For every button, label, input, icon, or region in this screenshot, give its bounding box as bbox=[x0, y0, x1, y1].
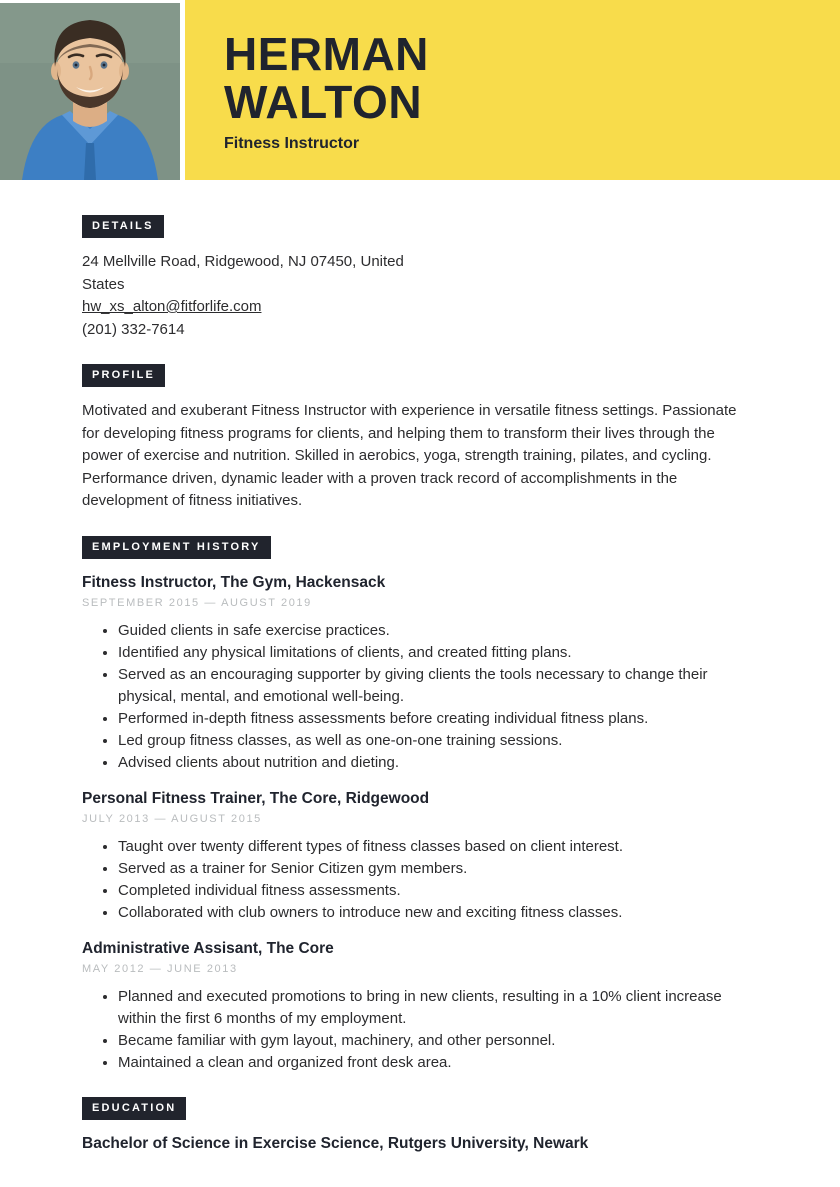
job-dates: JULY 2013 — AUGUST 2015 bbox=[82, 812, 262, 825]
portrait-illustration bbox=[0, 3, 180, 180]
candidate-job-title: Fitness Instructor bbox=[224, 135, 360, 152]
education-section bbox=[82, 1097, 758, 1154]
resume-body bbox=[0, 215, 840, 1154]
education-body bbox=[82, 1133, 758, 1154]
address-line-2: States bbox=[82, 275, 125, 293]
job-bullet: • Maintained a clean and organized front desk area. bbox=[118, 1052, 758, 1074]
job-bullet: • Served as an encouraging supporter by giving clients the tools necessary to change their physical, mental, and emotional well-being. bbox=[118, 664, 758, 708]
job-bullet: • Performed in-depth fitness assessments before creating individual fitness plans. bbox=[118, 708, 758, 730]
profile-photo bbox=[0, 3, 180, 180]
job-bullet: • Completed individual fitness assessments. bbox=[118, 880, 758, 902]
employment-history-section bbox=[82, 536, 758, 1074]
job-bullet: • Taught over twenty different types of fitness classes based on client interest. bbox=[118, 836, 758, 858]
job-entry-personal-fitness-trainer bbox=[82, 788, 758, 924]
job-bullet-list bbox=[82, 986, 758, 1074]
job-bullet: • Advised clients about nutrition and dieting. bbox=[118, 752, 758, 774]
job-dates: SEPTEMBER 2015 — AUGUST 2019 bbox=[82, 596, 312, 609]
address-line-1: 24 Mellville Road, Ridgewood, NJ 07450, United bbox=[82, 253, 404, 270]
job-bullet: • Led group fitness classes, as well as one-on-one training sessions. bbox=[118, 730, 758, 752]
job-bullet: • Served as a trainer for Senior Citizen gym members. bbox=[118, 858, 758, 880]
profile-summary: Motivated and exuberant Fitness Instructor with experience in versatile fitness settings. Passionate for developing fitness programs for clients, and helping them to transform their lives through the power of exercise and nutrition. Skilled in aerobics, yoga, strength training, pilates, and cycling. Performance driven, dynamic leader with a proven track record of accomplishments in the development of fitness initiatives. bbox=[82, 402, 737, 509]
job-bullet-list bbox=[82, 836, 758, 924]
job-bullet: • Planned and executed promotions to bring in new clients, resulting in a 10% client increase within the first 6 months of my employment. bbox=[118, 986, 758, 1030]
header-band bbox=[185, 0, 840, 180]
job-title: Fitness Instructor, The Gym, Hackensack bbox=[82, 573, 386, 591]
employment-history-body bbox=[82, 572, 758, 1074]
details-section bbox=[82, 215, 758, 341]
details-badge: DETAILS bbox=[82, 215, 164, 238]
candidate-name-line2: WALTON bbox=[224, 76, 423, 128]
job-bullet: • Identified any physical limitations of clients, and created fitting plans. bbox=[118, 642, 758, 664]
job-entry-administrative-assistant bbox=[82, 938, 758, 1074]
phone-number: (201) 332-7614 bbox=[82, 320, 185, 338]
job-entry-fitness-instructor bbox=[82, 572, 758, 774]
job-bullet-list bbox=[82, 620, 758, 774]
candidate-name bbox=[224, 30, 820, 126]
candidate-name-line1: HERMAN bbox=[224, 28, 429, 80]
job-bullet: • Became familiar with gym layout, machinery, and other personnel. bbox=[118, 1030, 758, 1052]
profile-badge: PROFILE bbox=[82, 364, 165, 387]
job-title: Administrative Assisant, The Core bbox=[82, 939, 334, 957]
email-link[interactable]: hw_xs_alton@fitforlife.com bbox=[82, 298, 262, 315]
job-dates: MAY 2012 — JUNE 2013 bbox=[82, 962, 238, 975]
details-body bbox=[82, 251, 758, 341]
education-badge: EDUCATION bbox=[82, 1097, 186, 1120]
job-bullet: • Guided clients in safe exercise practices. bbox=[118, 620, 758, 642]
education-degree: Bachelor of Science in Exercise Science, Rutgers University, Newark bbox=[82, 1134, 589, 1152]
profile-section bbox=[82, 364, 758, 513]
job-title: Personal Fitness Trainer, The Core, Ridgewood bbox=[82, 789, 430, 807]
resume-header bbox=[0, 0, 840, 180]
job-bullet: • Collaborated with club owners to introduce new and exciting fitness classes. bbox=[118, 902, 758, 924]
profile-body bbox=[82, 400, 758, 513]
employment-history-badge: EMPLOYMENT HISTORY bbox=[82, 536, 271, 559]
email-row bbox=[82, 296, 758, 319]
